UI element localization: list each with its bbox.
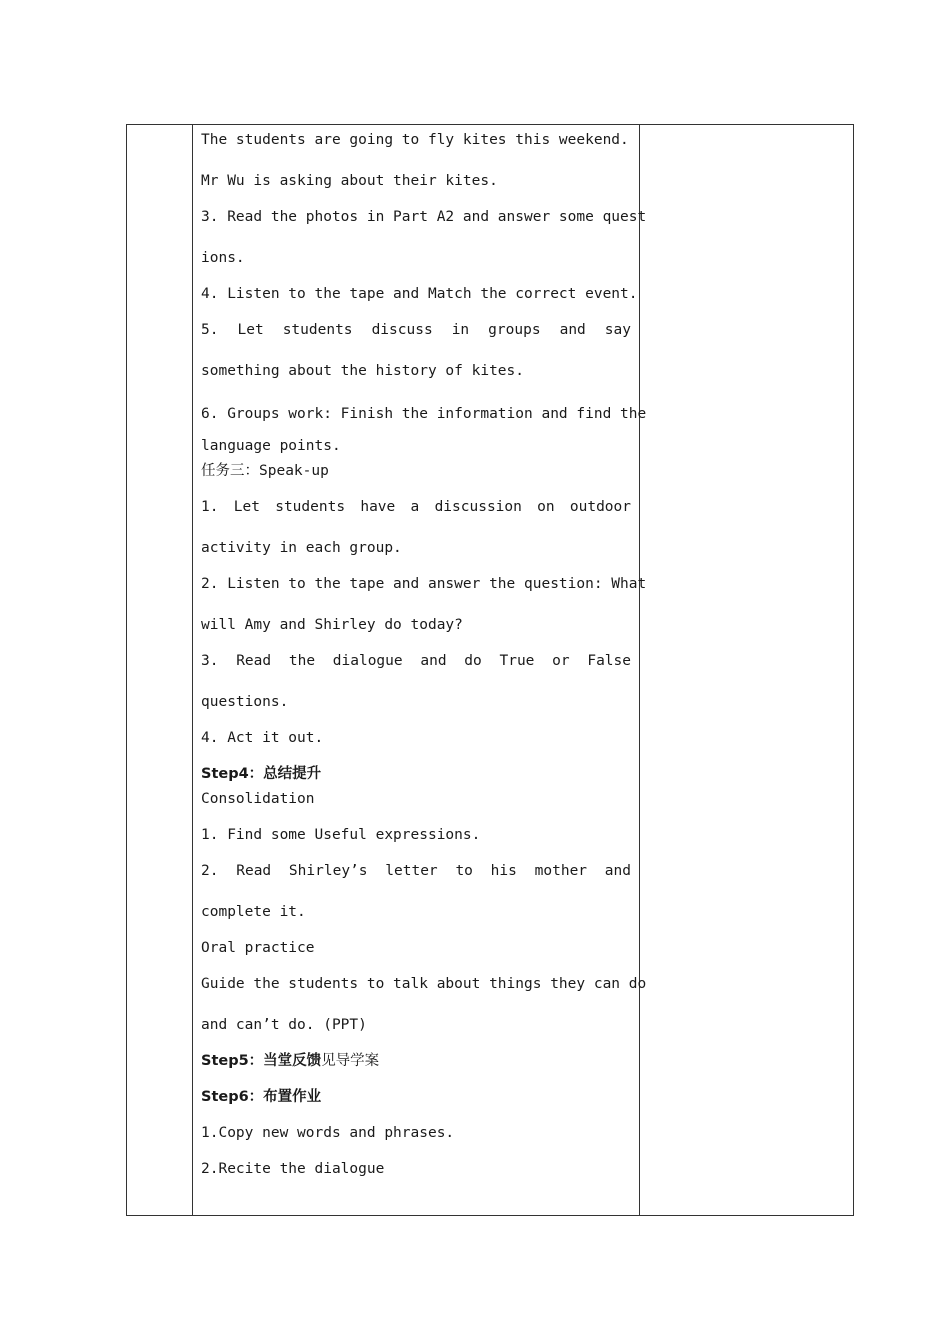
step5-label: Step5：当堂反馈: [201, 1053, 322, 1069]
text-line: Oral practice: [201, 940, 315, 956]
left-empty-cell: [127, 125, 192, 1215]
step5-heading: [201, 1051, 379, 1071]
text-line: 1. Find some Useful expressions.: [201, 827, 481, 843]
text-line: 2. Listen to the tape and answer the question: What: [201, 576, 647, 592]
step5-note: 见导学案: [321, 1053, 380, 1069]
text-line: 2. Read Shirley’s letter to his mother and: [201, 863, 631, 879]
text-line: 3. Read the dialogue and do True or False: [201, 653, 631, 669]
text-line: 1.Copy new words and phrases.: [201, 1125, 455, 1141]
text-line: 4. Listen to the tape and Match the correct event.: [201, 286, 638, 302]
text-line: will Amy and Shirley do today?: [201, 617, 463, 633]
text-line: Consolidation: [201, 791, 315, 807]
teaching-steps-cell: [201, 125, 647, 1215]
step6-heading: Step6：布置作业: [201, 1089, 322, 1105]
text-line: 1. Let students have a discussion on outdoor: [201, 499, 631, 515]
text-line: 4. Act it out.: [201, 730, 324, 746]
text-line: complete it.: [201, 904, 306, 920]
column-divider-1: [192, 125, 193, 1215]
text-line: 5. Let students discuss in groups and say: [201, 322, 631, 338]
text-line: The students are going to fly kites this weekend.: [201, 132, 629, 148]
text-line: 3. Read the photos in Part A2 and answer some quest: [201, 209, 647, 225]
lesson-plan-table: [126, 124, 854, 1216]
text-line: activity in each group.: [201, 540, 402, 556]
text-line: questions.: [201, 694, 289, 710]
section-heading-speak-up: 任务三：Speak-up: [201, 463, 329, 479]
text-line: language points.: [201, 438, 341, 454]
text-line: Guide the students to talk about things they can do: [201, 976, 647, 992]
right-empty-cell: [640, 125, 853, 1215]
text-line: something about the history of kites.: [201, 363, 525, 379]
text-line: ions.: [201, 250, 245, 266]
text-line: and can’t do. (PPT): [201, 1017, 367, 1033]
step4-heading: Step4：总结提升: [201, 766, 322, 782]
text-line: Mr Wu is asking about their kites.: [201, 173, 498, 189]
text-line: 2.Recite the dialogue: [201, 1161, 385, 1177]
text-line: 6. Groups work: Finish the information and find the: [201, 406, 647, 422]
